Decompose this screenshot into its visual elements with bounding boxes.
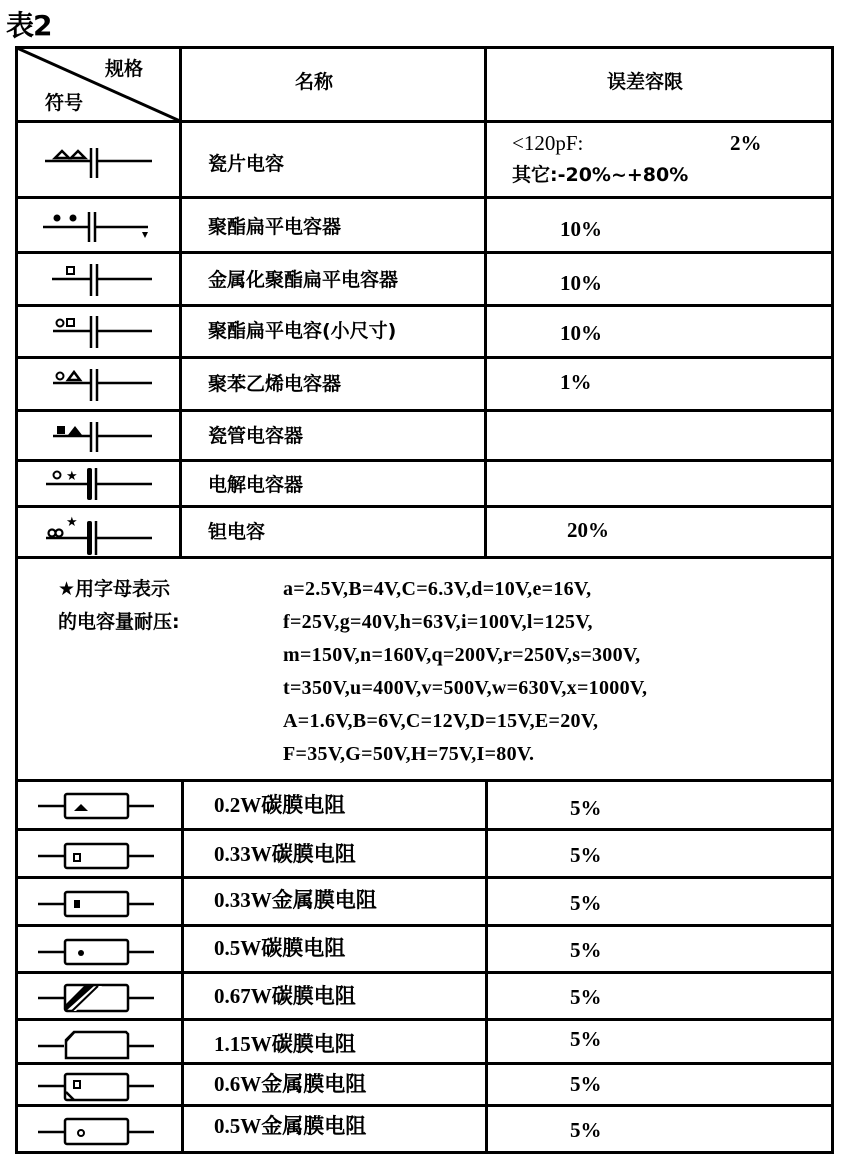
resistor-name: 0.6W金属膜电阻 [214, 1072, 367, 1096]
resistor-tolerance: 5% [570, 1027, 602, 1051]
resistor-name: 0.33W碳膜电阻 [214, 842, 356, 866]
triangle-resistor-icon [36, 792, 166, 824]
capacitor-tolerance: 10% [560, 271, 602, 295]
capacitor-tolerance: 20% [567, 518, 609, 542]
capacitor-name: 瓷片电容 [208, 153, 285, 175]
resistor-name: 0.5W碳膜电阻 [214, 936, 346, 960]
corner-resistor-icon [36, 1028, 166, 1062]
double-circle-star-electrolytic-icon [40, 513, 160, 557]
header-name: 名称 [295, 71, 334, 93]
circle-star-electrolytic-icon [40, 468, 160, 508]
capacitor-name: 聚苯乙烯电容器 [208, 373, 342, 395]
capacitor-tolerance: 10% [560, 321, 602, 345]
capacitor-name: 聚酯扁平电容器 [208, 216, 342, 238]
two-triangles-capacitor-icon [40, 148, 160, 188]
resistor-name: 0.67W碳膜电阻 [214, 984, 356, 1008]
note-label-line1: ★用字母表示 [58, 578, 171, 600]
resistor-name: 0.2W碳膜电阻 [214, 793, 346, 817]
resistor-tolerance: 5% [570, 843, 602, 867]
resistor-tolerance: 5% [570, 1072, 602, 1096]
tolerance-line2: 其它:-20%~+80% [512, 164, 689, 186]
header-tolerance: 误差容限 [607, 71, 684, 93]
square-capacitor-icon [40, 264, 160, 304]
capacitor-name: 钽电容 [208, 521, 266, 543]
two-squares-capacitor-icon [40, 316, 160, 356]
two-dots-capacitor-icon [40, 212, 160, 252]
capacitor-tolerance: 10% [560, 217, 602, 241]
capacitor-tolerance: 1% [560, 370, 592, 394]
filled-square-resistor-icon [36, 888, 166, 920]
header-spec-label: 规格 [105, 58, 144, 80]
resistor-name: 1.15W碳膜电阻 [214, 1032, 356, 1056]
resistor-name: 0.33W金属膜电阻 [214, 888, 377, 912]
small-square-resistor-icon [36, 840, 166, 872]
resistor-tolerance: 5% [570, 796, 602, 820]
resistor-tolerance: 5% [570, 1118, 602, 1142]
resistor-name: 0.5W金属膜电阻 [214, 1114, 367, 1138]
tolerance-line1-value: 2% [730, 131, 762, 155]
tolerance-line1: <120pF: [512, 131, 584, 155]
voltage-line: F=35V,G=50V,H=75V,I=80V. [283, 743, 535, 765]
capacitor-name: 金属化聚酯扁平电容器 [208, 269, 399, 291]
capacitor-name: 聚酯扁平电容(小尺寸) [208, 320, 397, 342]
capacitor-name: 电解电容器 [208, 474, 304, 496]
dot-resistor-icon [36, 936, 166, 968]
voltage-line: f=25V,g=40V,h=63V,i=100V,l=125V, [283, 611, 593, 633]
header-diagonal [15, 46, 181, 122]
resistor-tolerance: 5% [570, 938, 602, 962]
circle-resistor-icon [36, 1116, 166, 1148]
voltage-line: a=2.5V,B=4V,C=6.3V,d=10V,e=16V, [283, 578, 592, 600]
resistor-tolerance: 5% [570, 891, 602, 915]
circle-triangle-capacitor-icon [40, 369, 160, 409]
voltage-line: t=350V,u=400V,v=500V,w=630V,x=1000V, [283, 677, 648, 699]
square-corner-resistor-icon [36, 1072, 166, 1104]
voltage-line: m=150V,n=160V,q=200V,r=250V,s=300V, [283, 644, 641, 666]
capacitor-name: 瓷管电容器 [208, 425, 304, 447]
filled-square-triangle-capacitor-icon [40, 422, 160, 462]
header-symbol-label: 符号 [45, 92, 84, 114]
table-title: 表2 [6, 9, 52, 42]
svg-text:★: ★ [66, 515, 78, 530]
hatched-resistor-icon [36, 982, 166, 1016]
svg-text:★: ★ [66, 469, 78, 484]
resistor-tolerance: 5% [570, 985, 602, 1009]
voltage-line: A=1.6V,B=6V,C=12V,D=15V,E=20V, [283, 710, 599, 732]
note-label-line2: 的电容量耐压: [58, 611, 180, 633]
